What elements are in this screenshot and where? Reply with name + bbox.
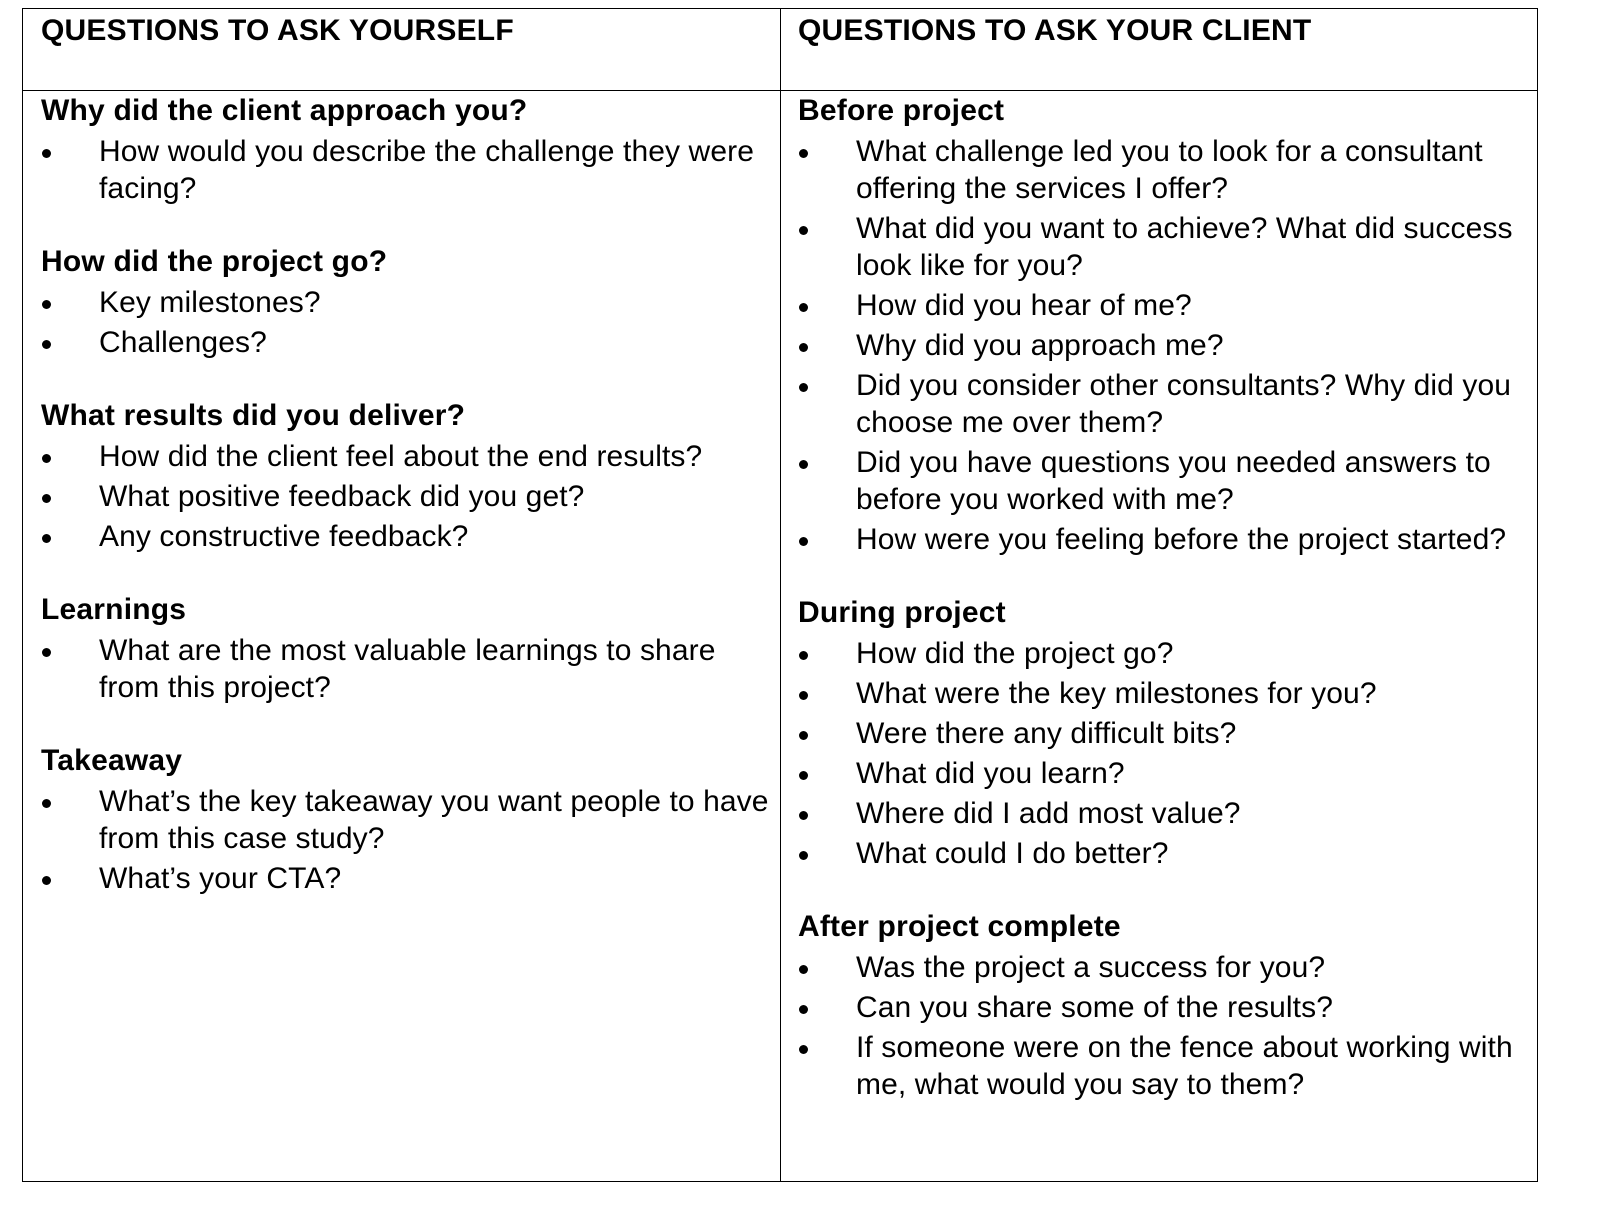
bullet-icon: [799, 851, 808, 860]
question-item: [41, 860, 771, 897]
question-item: [798, 949, 1533, 986]
bullet-icon: [42, 648, 51, 657]
question-section: [798, 595, 1533, 872]
bullet-icon: [799, 651, 808, 660]
bullet-icon: [799, 1045, 808, 1054]
question-list: [41, 133, 771, 207]
question-item: [41, 518, 771, 555]
section-title: Why did the client approach you?: [41, 94, 528, 127]
bullet-icon: [799, 537, 808, 546]
bullet-icon: [799, 303, 808, 312]
bullet-icon: [799, 965, 808, 974]
question-text: Any constructive feedback?: [99, 520, 469, 553]
header-questions-yourself: QUESTIONS TO ASK YOURSELF: [41, 14, 514, 47]
question-text: Key milestones?: [99, 286, 321, 319]
question-item: [798, 444, 1533, 518]
question-item: [798, 755, 1533, 792]
column-divider: [780, 9, 781, 1181]
bullet-icon: [799, 771, 808, 780]
question-item: [798, 327, 1533, 364]
question-list: [41, 438, 771, 555]
question-text: What’s the key takeaway you want people to have from this case study?: [99, 785, 769, 855]
question-item: [798, 521, 1533, 558]
question-section: [41, 93, 771, 207]
question-item: [798, 210, 1533, 284]
bullet-icon: [42, 454, 51, 463]
bullet-icon: [799, 811, 808, 820]
question-text: What’s your CTA?: [99, 862, 342, 895]
question-text: What could I do better?: [856, 837, 1169, 870]
question-section: [798, 93, 1533, 558]
question-item: [798, 989, 1533, 1026]
question-item: [41, 133, 771, 207]
section-title: What results did you deliver?: [41, 399, 466, 432]
question-text: What did you learn?: [856, 757, 1125, 790]
right-column: [798, 93, 1533, 1106]
question-item: [41, 438, 771, 475]
question-list: [798, 635, 1533, 872]
question-item: [798, 715, 1533, 752]
question-item: [798, 367, 1533, 441]
bullet-icon: [42, 149, 51, 158]
question-text: How did you hear of me?: [856, 289, 1192, 322]
section-title: Learnings: [41, 593, 187, 626]
question-list: [41, 632, 771, 706]
question-text: How were you feeling before the project started?: [856, 523, 1507, 556]
bullet-icon: [42, 876, 51, 885]
bullet-icon: [799, 149, 808, 158]
question-item: [41, 783, 771, 857]
question-list: [798, 949, 1533, 1103]
question-list: [798, 133, 1533, 558]
bullet-icon: [42, 494, 51, 503]
question-item: [798, 133, 1533, 207]
question-text: How did the client feel about the end results?: [99, 440, 703, 473]
question-section: [41, 743, 771, 897]
question-item: [798, 675, 1533, 712]
bullet-icon: [799, 460, 808, 469]
left-column: [41, 93, 771, 900]
question-item: [798, 1029, 1533, 1103]
questions-table: [22, 8, 1538, 1182]
header-questions-client: QUESTIONS TO ASK YOUR CLIENT: [798, 14, 1312, 47]
question-text: Why did you approach me?: [856, 329, 1224, 362]
section-title: Takeaway: [41, 744, 183, 777]
question-text: What did you want to achieve? What did success look like for you?: [856, 212, 1513, 282]
question-item: [41, 324, 771, 361]
bullet-icon: [42, 300, 51, 309]
question-item: [41, 478, 771, 515]
question-text: If someone were on the fence about working with me, what would you say to them?: [856, 1031, 1513, 1101]
bullet-icon: [42, 340, 51, 349]
section-title: How did the project go?: [41, 245, 388, 278]
question-text: Did you have questions you needed answers to before you worked with me?: [856, 446, 1491, 516]
section-title: Before project: [798, 94, 1005, 127]
question-text: What challenge led you to look for a consultant offering the services I offer?: [856, 135, 1483, 205]
question-item: [798, 835, 1533, 872]
question-text: How would you describe the challenge they were facing?: [99, 135, 754, 205]
question-list: [41, 783, 771, 897]
question-section: [41, 244, 771, 361]
bullet-icon: [42, 534, 51, 543]
question-text: How did the project go?: [856, 637, 1174, 670]
question-text: Was the project a success for you?: [856, 951, 1326, 984]
question-text: Challenges?: [99, 326, 267, 359]
question-list: [41, 284, 771, 361]
header-divider: [23, 90, 1537, 91]
bullet-icon: [799, 343, 808, 352]
bullet-icon: [799, 731, 808, 740]
question-text: Where did I add most value?: [856, 797, 1241, 830]
question-item: [798, 635, 1533, 672]
question-text: Can you share some of the results?: [856, 991, 1333, 1024]
question-text: Did you consider other consultants? Why did you choose me over them?: [856, 369, 1512, 439]
question-item: [798, 287, 1533, 324]
question-text: What were the key milestones for you?: [856, 677, 1377, 710]
bullet-icon: [799, 383, 808, 392]
question-section: [798, 909, 1533, 1103]
question-item: [41, 632, 771, 706]
question-section: [41, 592, 771, 706]
section-title: After project complete: [798, 910, 1121, 943]
bullet-icon: [42, 799, 51, 808]
bullet-icon: [799, 226, 808, 235]
bullet-icon: [799, 1005, 808, 1014]
question-section: [41, 398, 771, 555]
question-text: What are the most valuable learnings to share from this project?: [99, 634, 716, 704]
section-title: During project: [798, 596, 1006, 629]
question-text: What positive feedback did you get?: [99, 480, 585, 513]
bullet-icon: [799, 691, 808, 700]
question-item: [798, 795, 1533, 832]
question-item: [41, 284, 771, 321]
question-text: Were there any difficult bits?: [856, 717, 1237, 750]
